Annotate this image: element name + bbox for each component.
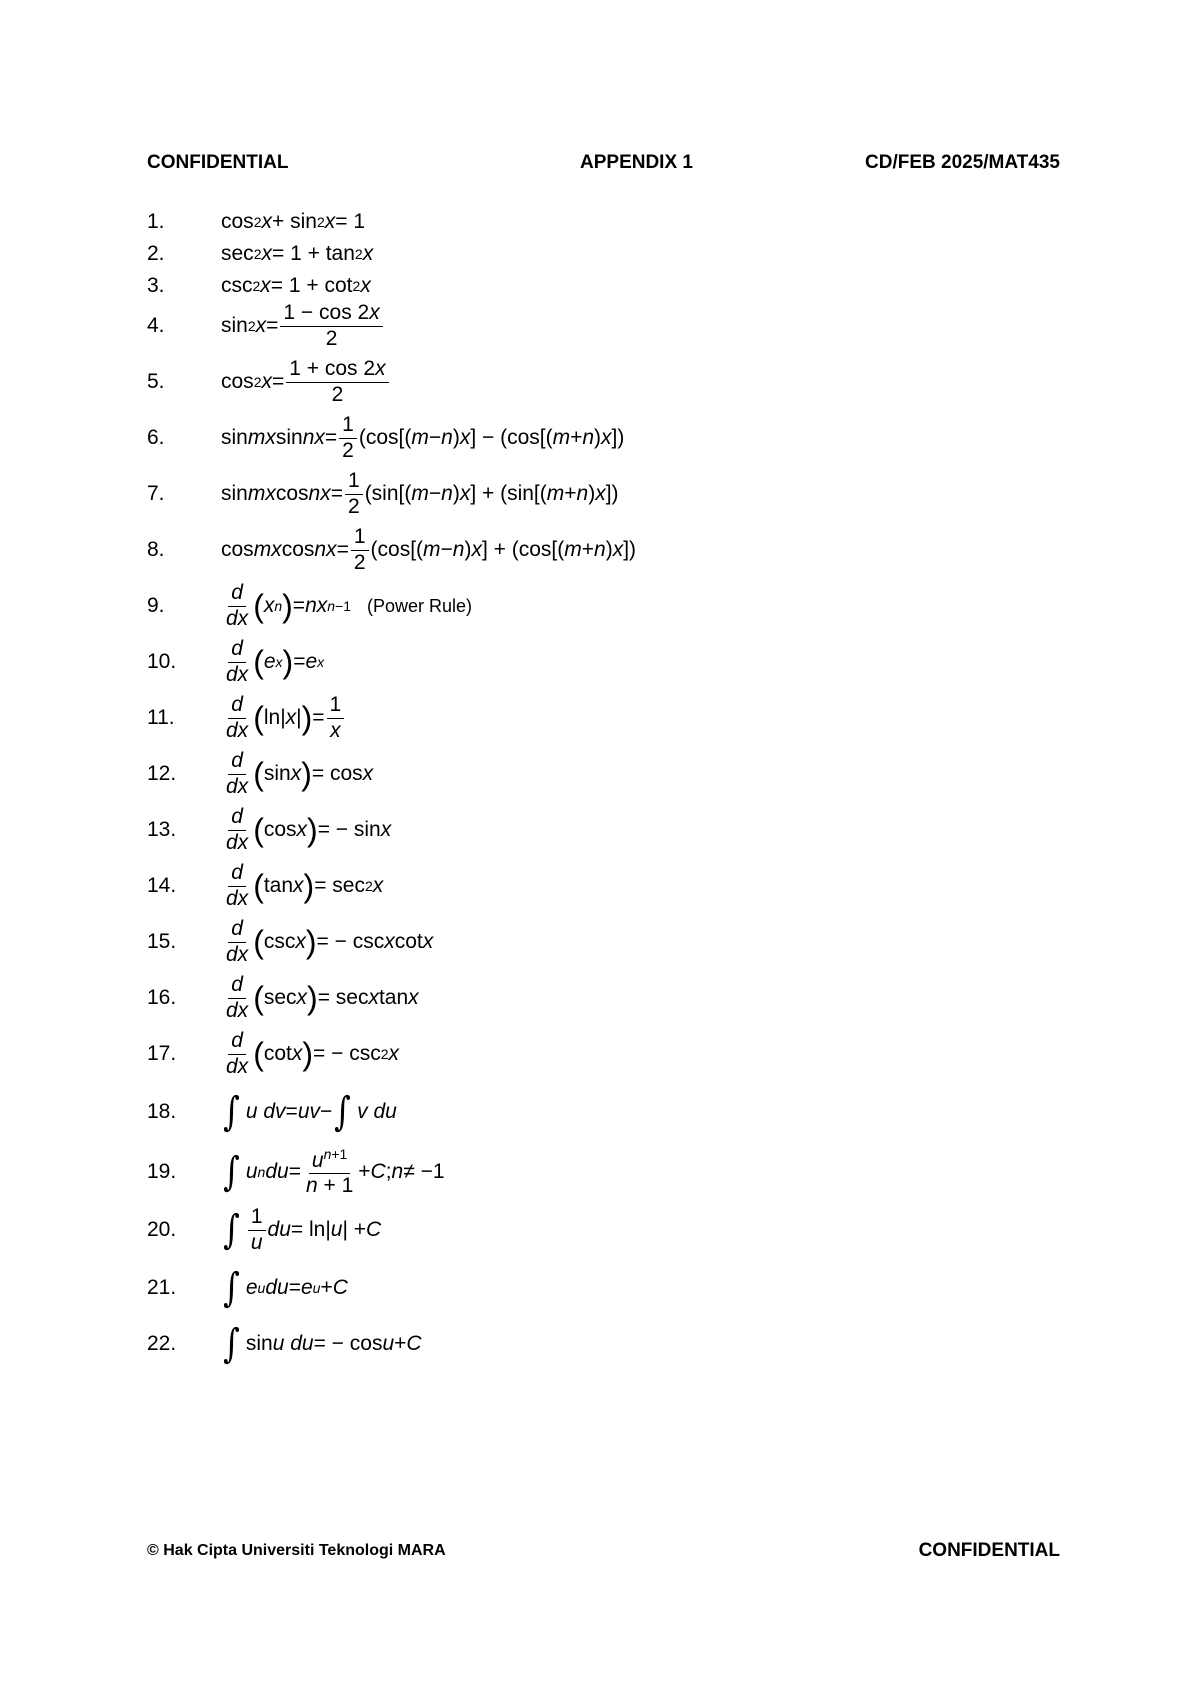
formula-expression: cos mx cos nx = $\frac{1}{2}$ (cos[( m − n ) x ] + (cos[( m + n ) x ]) [221, 525, 637, 574]
formula-number: 12. [147, 762, 177, 785]
formula-expression: ∫ e u du = e u + C [223, 1265, 348, 1311]
formula-expression: $\frac{d}{dx}$ ( csc x ) = − csc x cot x [226, 917, 434, 966]
formula-expression: $\frac{d}{dx}$ ( cos x ) = − sin x [226, 805, 392, 854]
formula-expression: $\frac{d}{dx}$ ( cot x ) = − csc 2 x [226, 1029, 400, 1078]
header-code: CD/FEB 2025/MAT435 [865, 152, 1060, 173]
formula-number: 10. [147, 650, 177, 673]
formula-expression: sin 2 x = $\frac{1 - \cos 2x}{2}$ [221, 298, 385, 354]
formula-expression: ∫ $\frac{1}{u}$ du = ln| u | + C [223, 1205, 382, 1254]
formula-expression: $\frac{d}{dx}$ ( e x ) = e x [226, 637, 325, 686]
formula-number: 20. [147, 1218, 177, 1241]
formula-number: 16. [147, 986, 177, 1009]
formula-expression: cos 2 x + sin 2 x = 1 [221, 210, 366, 233]
formula-item [147, 802, 1047, 858]
formula-item [147, 354, 1047, 410]
formula-number: 9. [147, 594, 165, 617]
formula-number: 11. [147, 706, 175, 729]
formula-number: 18. [147, 1100, 177, 1123]
formula-number: 5. [147, 370, 165, 393]
formula-item [147, 970, 1047, 1026]
formula-expression: sec 2 x = 1 + tan 2 x [221, 242, 374, 265]
formula-item [147, 634, 1047, 690]
formula-number: 19. [147, 1160, 177, 1183]
formula-item [147, 1316, 1047, 1372]
formula-item [147, 1202, 1047, 1258]
formula-item [147, 466, 1047, 522]
formula-number: 7. [147, 482, 165, 505]
formula-item [147, 522, 1047, 578]
formula-expression: cos 2 x = $\frac{1 + \cos 2x}{2}$ [221, 354, 391, 410]
formula-expression: $\frac{d}{dx}$ ( tan x ) = sec 2 x [226, 861, 384, 910]
formula-item [147, 858, 1047, 914]
formula-item [147, 914, 1047, 970]
formula-expression: sin mx sin nx = $\frac{1}{2}$ (cos[( m − n ) x ] − (cos[( m + n ) x ]) [221, 413, 625, 462]
formula-expression: ∫ u dv = uv − ∫ v du [223, 1089, 397, 1135]
formula-number: 14. [147, 874, 177, 897]
formula-item [147, 1084, 1047, 1140]
formula-number: 4. [147, 314, 165, 337]
formula-expression: $\frac{d}{dx}$ ( sin x ) = cos x [226, 749, 374, 798]
formula-number: 17. [147, 1042, 177, 1065]
formula-expression: ∫ u n du = $\frac{u^{n+1}}{n + 1}$ + C ; n ≠ −1 [223, 1145, 445, 1197]
formula-number: 1. [147, 210, 165, 233]
formula-item [147, 298, 1047, 354]
formula-item [147, 1144, 1047, 1200]
formula-expression: $\frac{d}{dx}$ ( x n ) = nx n−1 (Power Rule) [226, 581, 473, 630]
formula-item [147, 1026, 1047, 1082]
formula-item [147, 690, 1047, 746]
formula-number: 13. [147, 818, 177, 841]
formula-item [147, 1260, 1047, 1316]
footer-confidential: CONFIDENTIAL [918, 1540, 1060, 1561]
formula-number: 21. [147, 1276, 177, 1299]
header-appendix: APPENDIX 1 [580, 152, 693, 173]
formula-item [147, 578, 1047, 634]
footer-copyright: © Hak Cipta Universiti Teknologi MARA [147, 1542, 446, 1559]
formula-number: 15. [147, 930, 177, 953]
formula-expression: $\frac{d}{dx}$ ( sec x ) = sec x tan x [226, 973, 419, 1022]
formula-number: 3. [147, 274, 165, 297]
formula-number: 6. [147, 426, 165, 449]
formula-expression: $\frac{d}{dx}$ ( ln| x | ) = $\frac{1}{x}$ [221, 690, 346, 746]
formula-item [147, 410, 1047, 466]
formula-number: 22. [147, 1332, 177, 1355]
formula-expression: ∫ sin u du = − cos u + C [223, 1321, 422, 1367]
formula-number: 8. [147, 538, 165, 561]
formula-item [147, 746, 1047, 802]
formula-expression: csc 2 x = 1 + cot 2 x [221, 274, 371, 297]
formula-number: 2. [147, 242, 165, 265]
formula-expression: sin mx cos nx = $\frac{1}{2}$ (sin[( m − n ) x ] + (sin[( m + n ) x ]) [221, 469, 619, 518]
header-confidential: CONFIDENTIAL [147, 152, 289, 173]
